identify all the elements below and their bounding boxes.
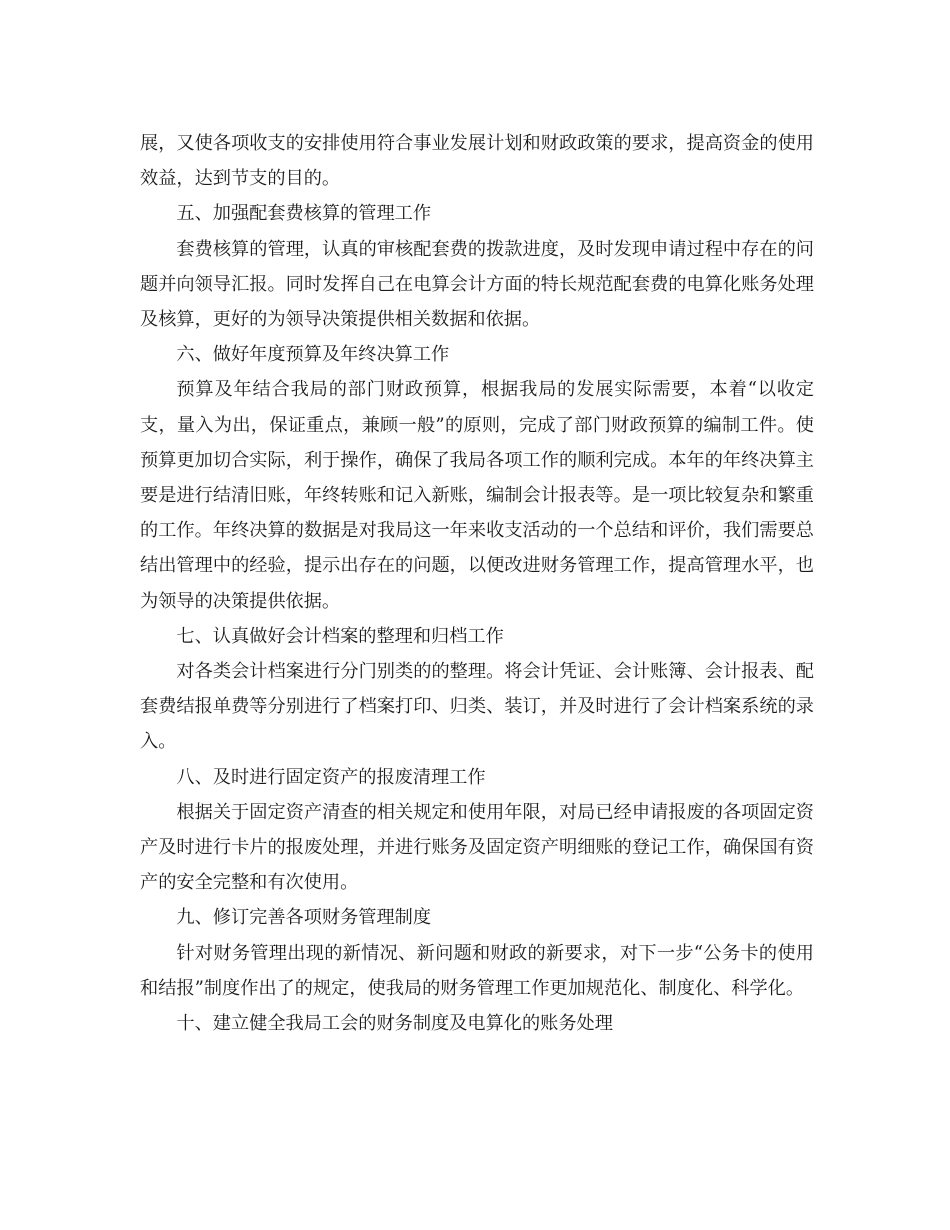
paragraph: 针对财务管理出现的新情况、新问题和财政的新要求，对下一步“公务卡的使用和结报”制度作出了的规定，使我局的财务管理工作更加规范化、制度化、科学化。: [140, 942, 814, 999]
paragraph: 预算及年结合我局的部门财政预算，根据我局的发展实际需要，本着“以收定支，量入为出，保证重点，兼顾一般”的原则，完成了部门财政预算的编制工件。使预算更加切合实际，利于操作，确保了我局各项工作的顺利完成。本年的年终决算主要是进行结清旧账，年终转账和记入新账，编制会计报表等。是一项比较复杂和繁重的工作。年终决算的数据是对我局这一年来收支活动的一个总结和评价，我们需要总结出管理中的经验，提示出存在的问题，以便改进财务管理工作，提高管理水平，也为领导的决策提供依据。: [140, 379, 814, 612]
section-heading-10: 十、建立健全我局工会的财务制度及电算化的账务处理: [176, 1013, 613, 1035]
section-heading-8: 八、及时进行固定资产的报废清理工作: [176, 766, 486, 788]
document-body: [140, 126, 814, 1041]
paragraph: 套费核算的管理，认真的审核配套费的拨款进度，及时发现申请过程中存在的问题并向领导汇报。同时发挥自己在电算会计方面的特长规范配套费的电算化账务处理及核算，更好的为领导决策提供相关数据和依据。: [140, 238, 814, 331]
section-heading-5: 五、加强配套费核算的管理工作: [176, 203, 432, 225]
paragraph: 根据关于固定资产清查的相关规定和使用年限，对局已经申请报废的各项固定资产及时进行卡片的报废处理，并进行账务及固定资产明细账的登记工作，确保国有资产的安全完整和有次使用。: [140, 801, 814, 894]
section-heading-9: 九、修订完善各项财务管理制度: [176, 907, 432, 929]
paragraph: 展，又使各项收支的安排使用符合事业发展计划和财政政策的要求，提高资金的使用效益，达到节支的目的。: [140, 133, 814, 190]
section-heading-7: 七、认真做好会计档案的整理和归档工作: [176, 625, 504, 647]
section-heading-6: 六、做好年度预算及年终决算工作: [176, 344, 450, 366]
paragraph: 对各类会计档案进行分门别类的的整理。将会计凭证、会计账簿、会计报表、配套费结报单费等分别进行了档案打印、归类、装订，并及时进行了会计档案系统的录入。: [140, 661, 814, 753]
